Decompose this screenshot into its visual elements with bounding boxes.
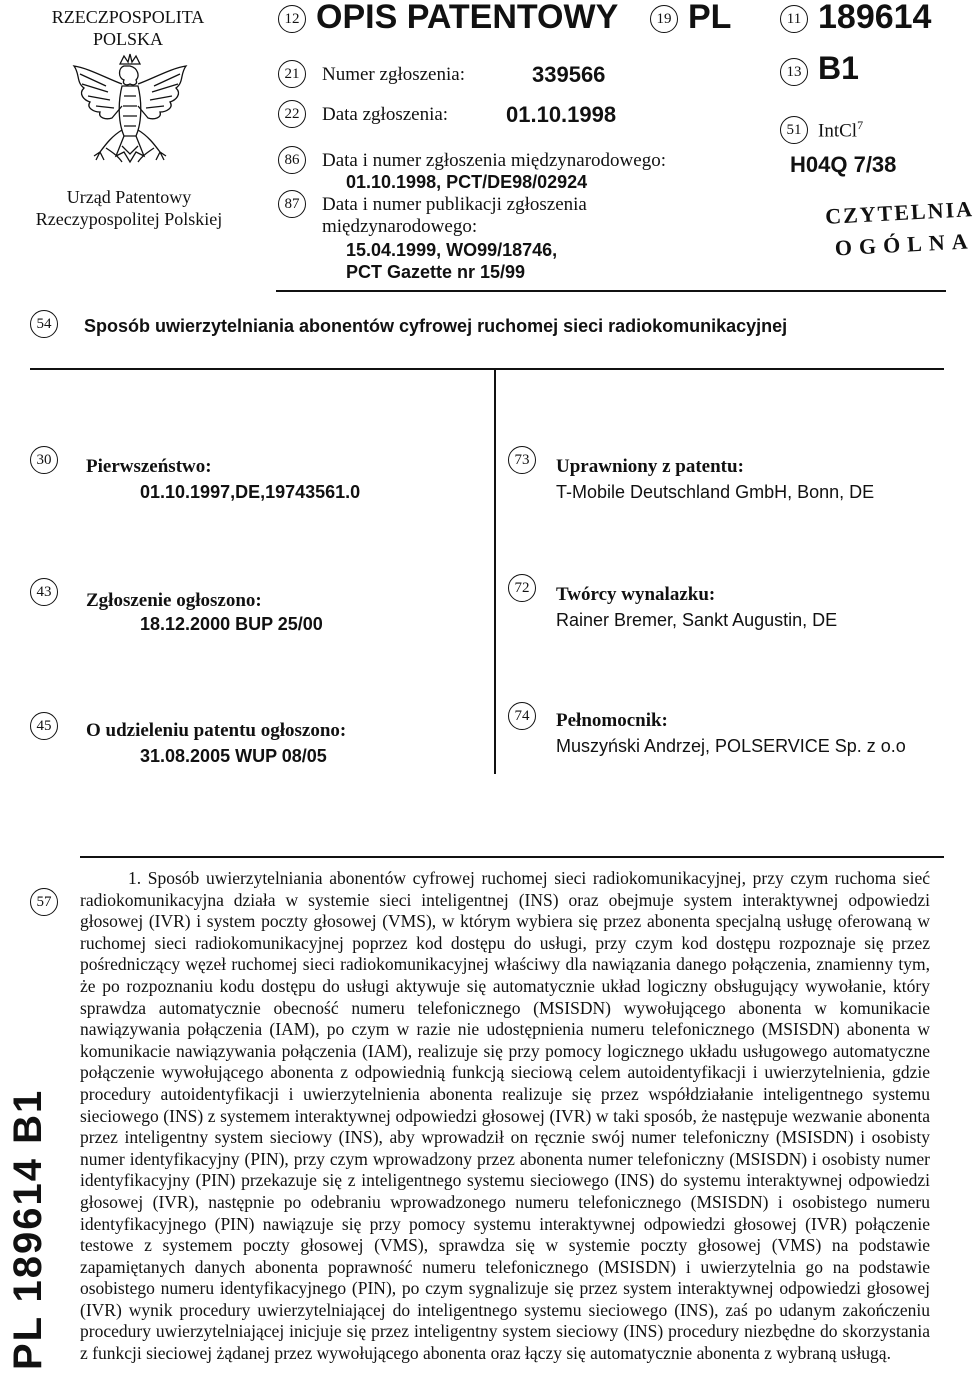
application-date-label: Data zgłoszenia: — [322, 104, 449, 125]
application-date: 01.10.1998 — [506, 102, 617, 127]
inid-code-86: 86 — [278, 146, 306, 174]
abstract-divider — [80, 856, 944, 858]
country-name: RZECZPOSPOLITA — [51, 7, 205, 27]
inid-code-57: 57 — [30, 888, 58, 916]
document-title: OPIS PATENTOWY — [316, 0, 619, 36]
inid-code-72: 72 — [508, 574, 536, 602]
library-stamp — [825, 196, 976, 262]
inid-code-73: 73 — [508, 446, 536, 474]
priority-label: Pierwszeństwo: — [86, 456, 212, 477]
office-name: Urząd Patentowy — [66, 187, 192, 207]
attorney-label: Pełnomocnik: — [556, 710, 668, 731]
stamp-line-2: OGÓLNA — [834, 228, 976, 261]
inid-code-21: 21 — [278, 60, 306, 88]
owner-value: T-Mobile Deutschland GmbH, Bonn, DE — [556, 482, 875, 502]
title-divider — [30, 368, 944, 370]
inid-code-19: 19 — [650, 5, 678, 33]
granted-label: O udzieleniu patentu ogłoszono: — [86, 720, 347, 741]
intcl-value: H04Q 7/38 — [790, 152, 897, 177]
intl-application-label: Data i numer zgłoszenia międzynarodowego: — [322, 150, 666, 171]
intl-publication-label-line2: międzynarodowego: — [322, 216, 478, 237]
inventors-value: Rainer Bremer, Sankt Augustin, DE — [556, 610, 838, 630]
application-number-label: Numer zgłoszenia: — [322, 64, 465, 85]
polish-eagle-emblem — [66, 52, 194, 182]
inid-code-30: 30 — [30, 446, 58, 474]
intcl-label: IntCl$^7$ — [818, 118, 864, 142]
inventors-label: Twórcy wynalazku: — [556, 584, 716, 605]
inid-code-51: 51 — [780, 116, 808, 144]
inid-code-11: 11 — [780, 5, 808, 33]
office-name-line2: Rzeczypospolitej Polskiej — [35, 209, 223, 229]
inid-code-87: 87 — [278, 190, 306, 218]
inid-code-43: 43 — [30, 578, 58, 606]
announced-value: 18.12.2000 BUP 25/00 — [140, 614, 323, 634]
country-code: PL — [688, 0, 732, 36]
priority-value: 01.10.1997,DE,19743561.0 — [140, 482, 361, 502]
inid-code-13: 13 — [780, 58, 808, 86]
stamp-line-1: CZYTELNIA — [824, 196, 975, 229]
intl-publication-label: Data i numer publikacji zgłoszenia — [322, 194, 587, 215]
header-divider — [276, 290, 946, 292]
inid-code-22: 22 — [278, 100, 306, 128]
intl-publication-value: 15.04.1999, WO99/18746, — [346, 240, 558, 260]
granted-value: 31.08.2005 WUP 08/05 — [140, 746, 327, 766]
patent-number: 189614 — [818, 0, 932, 36]
inid-code-54: 54 — [30, 310, 58, 338]
inid-code-45: 45 — [30, 712, 58, 740]
invention-title: Sposób uwierzytelniania abonentów cyfrowej ruchomej sieci radiokomunikacyjnej — [84, 316, 788, 336]
side-document-code: PL 189614 B1 — [6, 1088, 50, 1370]
column-divider — [494, 368, 496, 774]
owner-label: Uprawniony z patentu: — [556, 456, 744, 477]
application-number: 339566 — [532, 62, 606, 87]
document-kind: B1 — [818, 50, 859, 86]
inid-code-12: 12 — [278, 5, 306, 33]
intl-application-value: 01.10.1998, PCT/DE98/02924 — [346, 172, 588, 192]
announced-label: Zgłoszenie ogłoszono: — [86, 590, 262, 611]
inid-code-74: 74 — [508, 702, 536, 730]
country-name-line2: POLSKA — [92, 29, 163, 49]
abstract-claim-text: 1. Sposób uwierzytelniania abonentów cyfrowej ruchomej sieci radiokomunikacyjnej, przy czym ruchoma sieć radiokomunikacyjna działa w systemie sieci inteligentnej (INS) oraz obejmuje system interaktywnej odpowiedzi głosowej (IVR) i system poczty głosowej (VMS), w którym wybiera się przez abonenta specjalną usługę oferowaną w ruchomej sieci radiokomunikacyjnej poprzez kod dostępu do usługi, przy czym kod dostępu rozpoznaje się przez pośredniczący węzeł ruchomej sieci radiokomunikacyjnej właściwy dla nawiązania danego połączenia, znamienny tym, że po rozpoznaniu kodu dostępu do usługi aktywuje się automatycznie układ logiczny obsługujący wywołanie, który sprawdza automatycznie obecność numeru telefonicznego (MSISDN) wywołującego abonenta w komunikacie nawiązywania połączenia (IAM), po czym w razie nie udostępnienia numeru telefonicznego (MSISDN) abonenta w komunikacie nawiązywania połączenia (IAM), realizuje się przy pomocy logicznego układu usługowego automatyczne połączenie wywołującego abonenta z odpowiednią funkcją sieciową celem autoidentyfikacji i uwierzytelnienia, gdzie procedury autoidentyfikacji i uwierzytelnienia abonenta realizuje się przez współdziałanie inteligentnego systemu sieciowego (INS) z systemem interaktywnej odpowiedzi głosowej (IVR) w taki sposób, że następuje wezwanie abonenta przez inteligentny system sieciowy (INS), aby wprowadził on ręcznie swój numer telefoniczny (MSISDN) i osobisty numer identyfikacyjny (PIN), przy czym wprowadzony przez abonenta numer telefoniczny (MSISDN) i osobisty numer identyfikacyjny (PIN) przekazuje się z inteligentnego systemu sieciowego (INS) do systemu interaktywnej odpowiedzi głosowej (IVR), następnie po odebraniu wprowadzonego numeru telefonicznego (MSISDN) i osobistego numeru identyfikacyjnego (PIN) nawiązuje się przy pomocy systemu interaktywnej odpowiedzi głosowej (IVR) połączenie testowe z systemem poczty głosowej (VMS), sprawdza się w systemie poczty głosowej (VMS) na podstawie zapamiętanych danych abonenta poprawność numeru telefonicznego (MSISDN) i uwierzytelnia go na podstawie osobistego numeru identyfikacyjnego (PIN), po czym sygnalizuje się przez system interaktywnej odpowiedzi głosowej (IVR) wynik procedury uwierzytelniającej do inteligentnego systemu sieciowego (INS), zaś po udanym zakończeniu procedury uwierzytelniającej inicjuje się przez inteligentny system sieciowy (INS) procedury niezbędne do skorzystania z funkcji sieciowej żądanej przez wywołującego abonenta oraz łączy się automatycznie abonenta z wybraną usługą. — [80, 868, 930, 1364]
attorney-value: Muszyński Andrzej, POLSERVICE Sp. z o.o — [556, 736, 906, 756]
intl-publication-gazette: PCT Gazette nr 15/99 — [346, 262, 526, 282]
